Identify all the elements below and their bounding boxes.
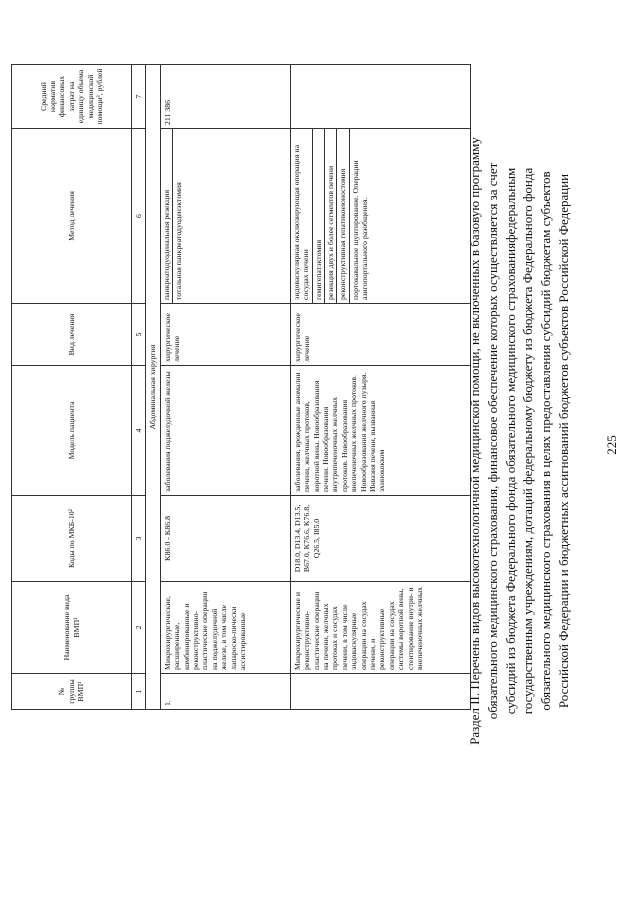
vmp-name: Микрохирургические и реконструктивно-пластические операции на печени, желчных протоках и сосудах печени, в том числе эндоваскулярные операции на сосудах печени, и реконструктивные операции на сосудах системы воротной вены, стентирование внутри- и внепеченочных желчных	[290, 582, 470, 674]
patient-model: заболевания, врожденные аномалии печени, желчных протоков, воротной вены. Новообразования печени. Новообразования внутрипеченочных желчных протоков. Новообразования внепеченочных желчных протоков. Новообразования желчного пузыря. Инвазия печени, вызванная эхинококком	[290, 366, 470, 496]
vmp-name: Микрохирургические, расширенные, комбинированные и реконструктивно-пластические операции на поджелудочной железе, в том числе лапароско-пически ассистированные	[160, 582, 290, 674]
header-patient-model: Модель пациента	[12, 366, 132, 496]
heading-line: субсидий из бюджета Федерального фонда обязательного медицинского страхованияфедеральным	[502, 167, 518, 715]
heading-line: обязательного медицинского страхования, финансовое обеспечение которых осуществляется за счет	[484, 162, 500, 720]
page-number: 225	[604, 435, 619, 455]
method-item: реконструктивная гепатикоеюностомия	[337, 129, 349, 303]
column-number: 5	[132, 304, 146, 366]
column-number-row	[132, 65, 146, 710]
column-number: 1	[132, 674, 146, 710]
treatment-type: хирургическое лечение	[160, 304, 290, 366]
header-treatment-method: Метод лечения	[12, 129, 132, 304]
treatment-methods	[160, 129, 290, 304]
table-row	[290, 65, 470, 710]
section-row	[146, 65, 160, 710]
method-item: тотальная панкреатодуоденэктомия	[174, 182, 184, 300]
group-number: 1.	[160, 674, 290, 710]
group-number	[290, 674, 470, 710]
header-group-number: № группы ВМП¹	[12, 674, 132, 710]
method-item: портокавальное шунтирование. Операции азигопортального разобщения.	[350, 160, 370, 300]
header-treatment-type: Вид лечения	[12, 304, 132, 366]
icd-codes: D18.0, D13.4, D13.5, B67.0, K76.6, K76.8, Q26.5, I85.0	[290, 496, 470, 582]
column-number: 4	[132, 366, 146, 496]
header-row	[12, 65, 132, 710]
header-cost-standard: Средний норматив финансовых затрат на единицу объема медицинской помощи³, рублей	[12, 65, 132, 129]
header-vmp-name: Наименование вида ВМП¹	[12, 582, 132, 674]
icd-codes: K86.0 - K86.8	[160, 496, 290, 582]
vmp-table	[11, 64, 471, 710]
header-icd-codes: Коды по МКБ-10²	[12, 496, 132, 582]
method-item: резекция двух и более сегментов печени	[325, 129, 337, 303]
heading-line: государственным учреждениям, дотаций федеральному бюджету из бюджета Федерального фонда	[520, 167, 536, 715]
cost-value: 211 386	[160, 65, 290, 129]
cost-value	[290, 65, 470, 129]
method-item: панкреатодуоденальная резекция	[161, 129, 173, 303]
section-title: Абдоминальная хирургия	[146, 65, 160, 710]
heading-line: Раздел II. Перечень видов высокотехнологичной медицинской помощи, не включенных в базовую программу	[467, 137, 482, 745]
method-item: гемигепатэктомия	[313, 129, 325, 303]
column-number: 6	[132, 129, 146, 304]
column-number: 7	[132, 65, 146, 129]
column-number: 2	[132, 582, 146, 674]
heading-line: обязательного медицинского страхования в целях предоставления субсидий бюджетам субъектов	[538, 171, 554, 711]
heading-line: Российской Федерации и бюджетных ассигнований бюджетов субъектов Российской Федерации	[555, 173, 571, 709]
patient-model: заболевания поджелудочной железы	[160, 366, 290, 496]
table-row	[160, 65, 290, 710]
column-number: 3	[132, 496, 146, 582]
section-heading	[466, 125, 573, 757]
method-item: эндоваскулярная окклюзирующая операция на сосудах печени	[291, 129, 313, 303]
treatment-methods	[290, 129, 470, 304]
treatment-type: хирургическое лечение	[290, 304, 470, 366]
